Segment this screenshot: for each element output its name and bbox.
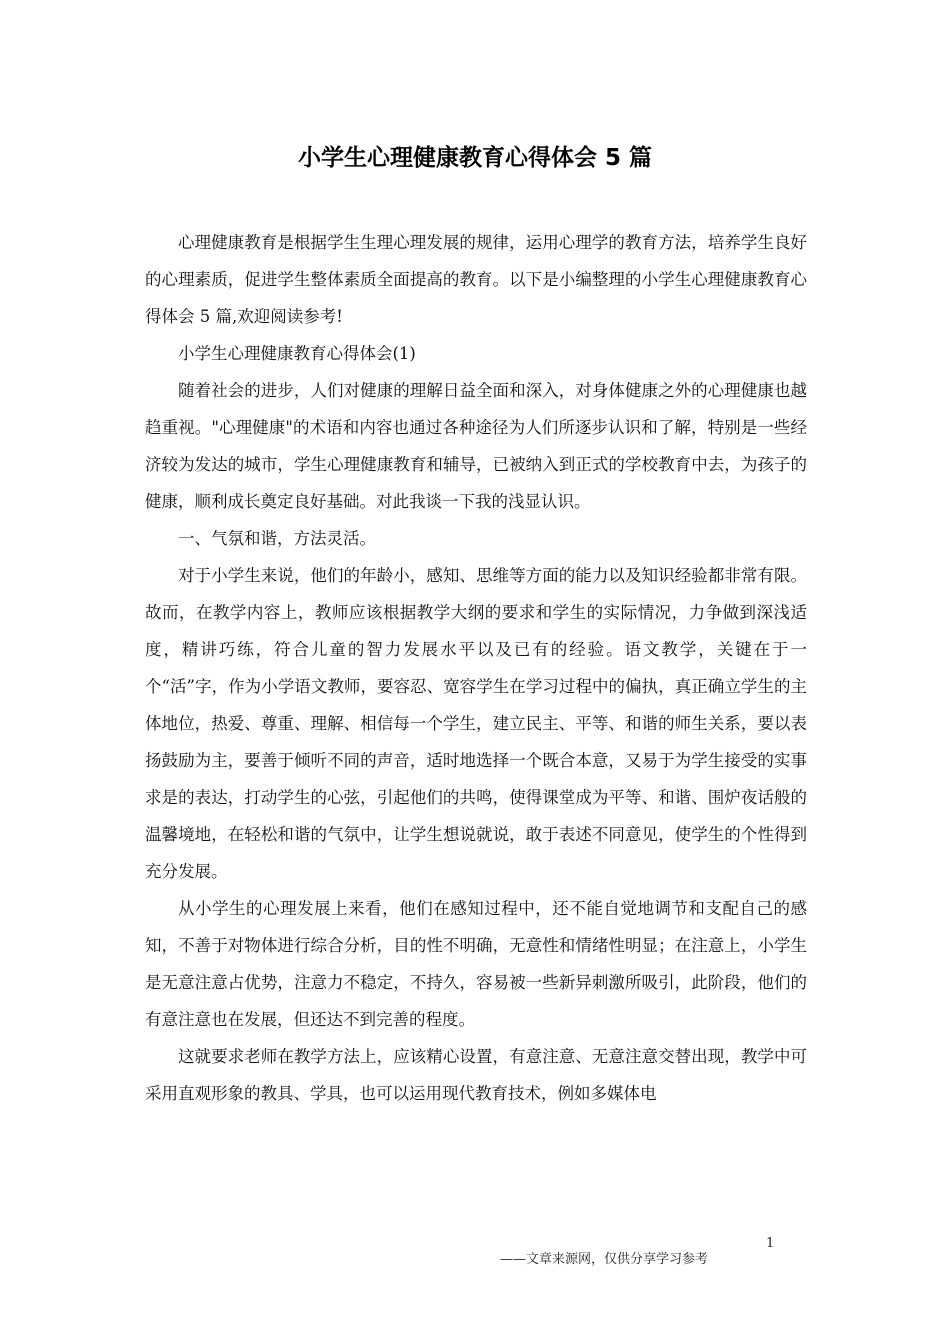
paragraph-2: 对于小学生来说，他们的年龄小，感知、思维等方面的能力以及知识经验都非常有限。故而，在教学内容上，教师应该根据教学大纲的要求和学生的实际情况，力争做到深浅适度，精讲巧练，符合儿童的智力发展水平以及已有的经验。语文教学，关键在于一个“活”字，作为小学语文教师，要容忍、宽容学生在学习过程中的偏执，真正确立学生的主体地位，热爱、尊重、理解、相信每一个学生，建立民主、平等、和谐的师生关系，要以表扬鼓励为主，要善于倾听不同的声音，适时地选择一个既合本意，又易于为学生接受的实事求是的表达，打动学生的心弦，引起他们的共鸣，使得课堂成为平等、和谐、围炉夜话般的温馨境地，在轻松和谐的气氛中，让学生想说就说，敢于表述不同意见，使学生的个性得到充分发展。 [145, 566, 807, 881]
page-number: 1 [766, 1236, 775, 1251]
document-body [145, 224, 807, 1112]
section-heading-1: 小学生心理健康教育心得体会(1) [178, 344, 416, 363]
document-title: 小学生心理健康教育心得体会 5 篇 [297, 145, 653, 171]
paragraph-1: 随着社会的进步，人们对健康的理解日益全面和深入，对身体健康之外的心理健康也越趋重视。"心理健康"的术语和内容也通过各种途径为人们所逐步认识和了解，特别是一些经济较为发达的城市，学生心理健康教育和辅导，已被纳入到正式的学校教育中去，为孩子的健康，顺利成长奠定良好基础。对此我谈一下我的浅显认识。 [145, 381, 807, 511]
paragraph-intro: 心理健康教育是根据学生生理心理发展的规律，运用心理学的教育方法，培养学生良好的心理素质，促进学生整体素质全面提高的教育。以下是小编整理的小学生心理健康教育心得体会 5 篇,欢迎阅读参考! [145, 233, 807, 326]
subheading-1: 一、气氛和谐，方法灵活。 [178, 529, 376, 548]
footer-note: ——文章来源网，仅供分享学习参考 [500, 1252, 709, 1267]
paragraph-4: 这就要求老师在教学方法上，应该精心设置，有意注意、无意注意交替出现，教学中可采用直观形象的教具、学具，也可以运用现代教育技术，例如多媒体电 [145, 1047, 807, 1103]
paragraph-3: 从小学生的心理发展上来看，他们在感知过程中，还不能自觉地调节和支配自己的感知，不善于对物体进行综合分析，目的性不明确，无意性和情绪性明显；在注意上，小学生是无意注意占优势，注意力不稳定，不持久，容易被一些新异刺激所吸引，此阶段，他们的有意注意也在发展，但还达不到完善的程度。 [145, 899, 807, 1029]
